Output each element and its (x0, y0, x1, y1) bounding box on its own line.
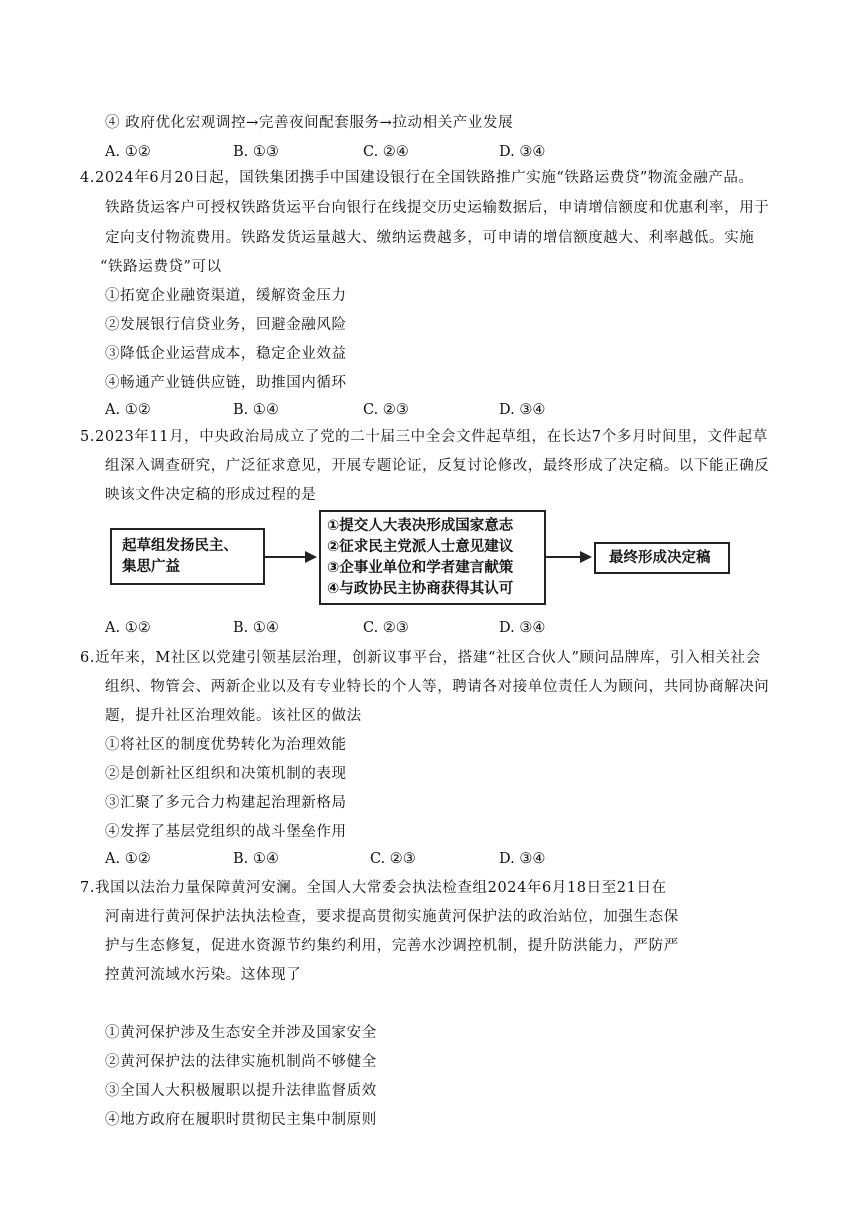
q7-stem-line-2: 河南进行黄河保护法执法检查，要求提高贯彻实施黄河保护法的政治站位，加强生态保 (105, 909, 679, 925)
q4-item-2: ②发展银行信贷业务，回避金融风险 (105, 317, 347, 333)
q7-stem-line-3: 护与生态修复，促进水资源节约集约利用，完善水沙调控机制，提升防洪能力，严防严 (105, 938, 679, 954)
answer-a: A. ①② (105, 851, 151, 867)
diagram-end-box (594, 542, 730, 574)
q5-stem-line-3: 映该文件决定稿的形成过程的是 (105, 487, 317, 503)
q6-item-3: ③汇聚了多元合力构建起治理新格局 (105, 795, 347, 811)
q4-item-1: ①拓宽企业融资渠道，缓解资金压力 (105, 288, 347, 304)
answer-a: A. ①② (105, 402, 151, 418)
answer-a: A. ①② (105, 620, 151, 636)
q7-item-3: ③全国人大积极履职以提升法律监督质效 (105, 1083, 377, 1099)
q6-item-1: ①将社区的制度优势转化为治理效能 (105, 737, 347, 753)
q6-stem-line-3: 题，提升社区治理效能。该社区的做法 (105, 708, 362, 724)
answer-b: B. ①④ (233, 851, 279, 867)
q6-stem-line-1: 6.近年来，M社区以党建引领基层治理，创新议事平台，搭建“社区合伙人”顾问品牌库，引入相关社会 (80, 650, 761, 666)
answer-b: B. ①③ (233, 144, 279, 160)
diagram-start-line-2: 集思广益 (122, 559, 180, 575)
diagram-choice-3: ③企事业单位和学者建言献策 (327, 560, 514, 576)
arrow-1-head (305, 551, 317, 563)
diagram-end-label: 最终形成决定稿 (609, 550, 711, 566)
q5-stem-line-1: 5.2023年11月，中央政治局成立了党的二十届三中全会文件起草组，在长达7个多月时间里，文件起草 (80, 429, 768, 445)
answer-d: D. ③④ (499, 620, 546, 636)
diagram-choice-1: ①提交人大表决形成国家意志 (327, 518, 514, 534)
q6-item-2: ②是创新社区组织和决策机制的表现 (105, 766, 347, 782)
diagram-middle-box (319, 510, 546, 605)
q4-stem-line-3: 定向支付物流费用。铁路发货运量越大、缴纳运费越多，可申请的增信额度越大、利率越低。实施 (105, 230, 755, 246)
answer-d: D. ③④ (499, 851, 546, 867)
q4-item-3: ③降低企业运营成本，稳定企业效益 (105, 346, 347, 362)
answer-c: C. ②③ (363, 620, 409, 636)
q5-stem-line-2: 组深入调查研究，广泛征求意见，开展专题论证，反复讨论修改，最终形成了决定稿。以下能正确反 (105, 458, 770, 474)
arrow-1 (265, 556, 307, 558)
q4-item-4: ④畅通产业链供应链，助推国内循环 (105, 375, 347, 391)
answer-c: C. ②③ (370, 851, 416, 867)
arrow-2-head (580, 551, 592, 563)
q3-option-4: ④ 政府优化宏观调控→完善夜间配套服务→拉动相关产业发展 (105, 115, 514, 131)
q6-stem-line-2: 组织、物管会、两新企业以及有专业特长的个人等，聘请各对接单位责任人为顾问，共同协商解决问 (105, 679, 770, 695)
q6-item-4: ④发挥了基层党组织的战斗堡垒作用 (105, 824, 347, 840)
q7-item-1: ①黄河保护涉及生态安全并涉及国家安全 (105, 1025, 377, 1041)
q7-stem-line-1: 7.我国以法治力量保障黄河安澜。全国人大常委会执法检查组2024年6月18日至21日在 (80, 880, 667, 896)
diagram-start-box (110, 528, 265, 585)
q7-item-4: ④地方政府在履职时贯彻民主集中制原则 (105, 1112, 377, 1128)
answer-a: A. ①② (105, 144, 151, 160)
q4-stem-line-2: 铁路货运客户可授权铁路货运平台向银行在线提交历史运输数据后，申请增信额度和优惠利率，用于 (105, 200, 770, 216)
q4-stem-line-4: “铁路运费贷”可以 (100, 259, 222, 275)
arrow-2 (546, 556, 582, 558)
q7-item-2: ②黄河保护法的法律实施机制尚不够健全 (105, 1054, 377, 1070)
answer-d: D. ③④ (499, 144, 546, 160)
answer-b: B. ①④ (233, 620, 279, 636)
answer-c: C. ②③ (363, 402, 409, 418)
q7-stem-line-4: 控黄河流域水污染。这体现了 (105, 967, 302, 983)
diagram-choice-2: ②征求民主党派人士意见建议 (327, 539, 514, 555)
answer-b: B. ①④ (233, 402, 279, 418)
diagram-choice-4: ④与政协民主协商获得其认可 (327, 581, 514, 597)
answer-c: C. ②④ (363, 144, 409, 160)
answer-d: D. ③④ (499, 402, 546, 418)
diagram-start-line-1: 起草组发扬民主、 (122, 538, 238, 554)
q4-stem-line-1: 4.2024年6月20日起，国铁集团携手中国建设银行在全国铁路推广实施“铁路运费贷”物流金融产品。 (80, 170, 754, 186)
